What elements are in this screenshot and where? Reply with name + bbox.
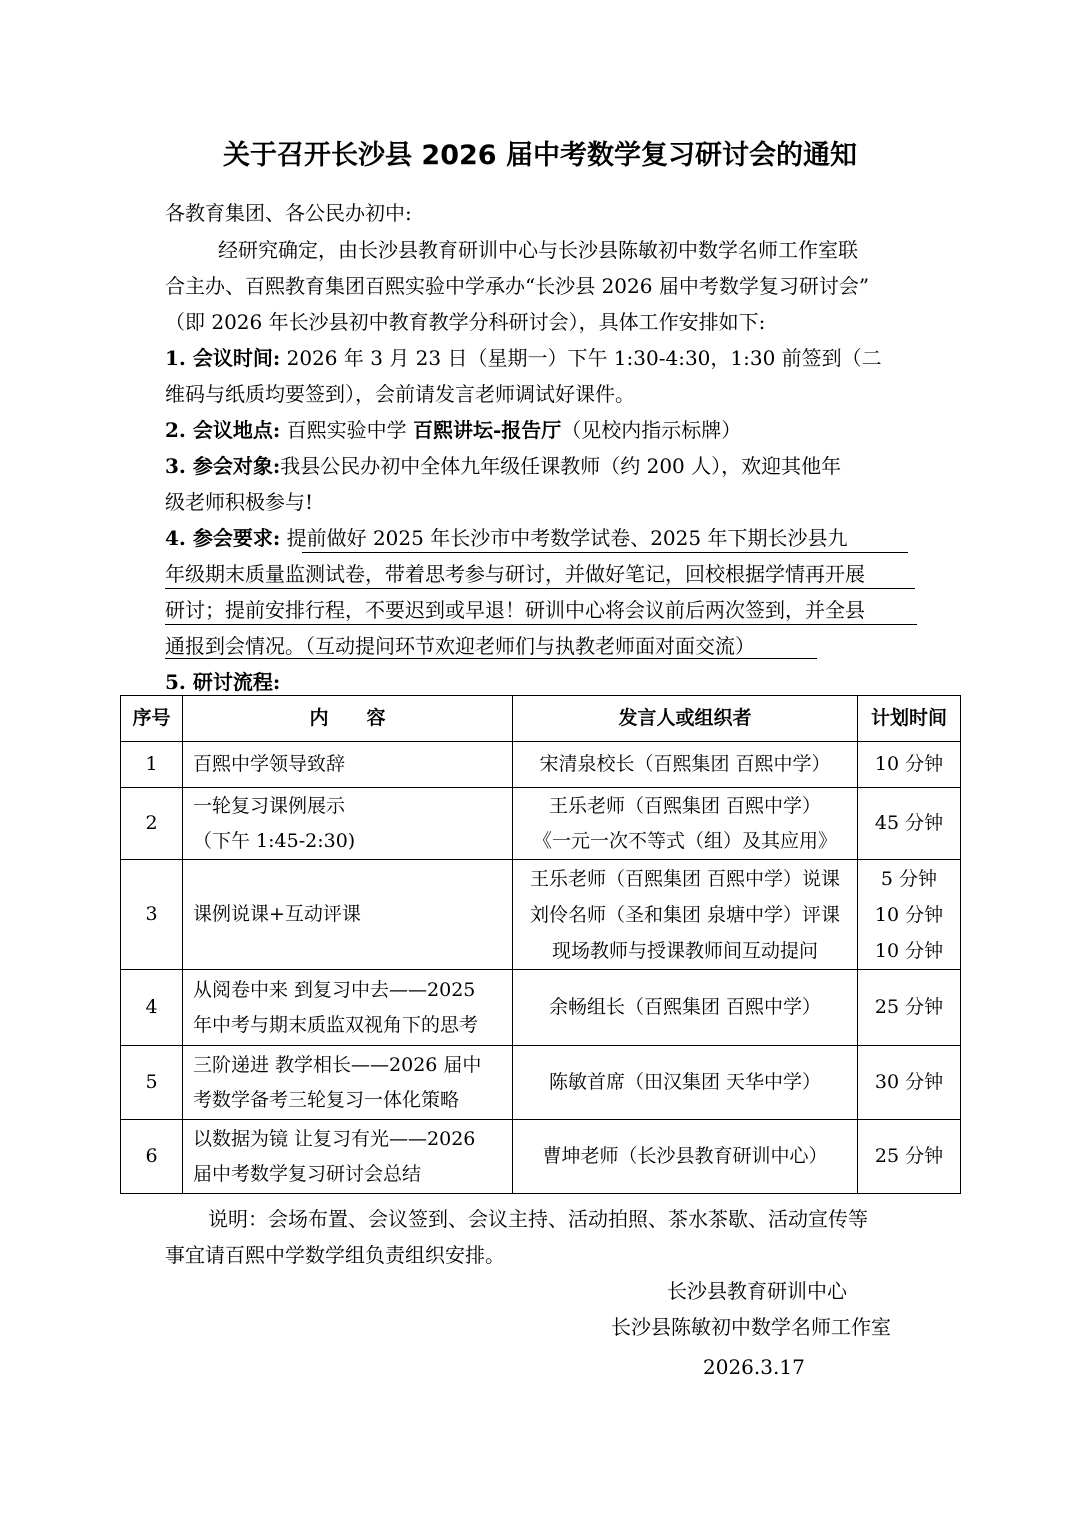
signature-org-1: 长沙县教育研训中心 [667,1279,847,1303]
row-speaker: 曹坤老师（长沙县教育研训中心） [513,1120,858,1194]
item-1-label: 1. 会议时间: [165,346,281,370]
row-time: 25 分钟 [858,1120,961,1194]
underline [165,624,917,625]
row-content: 百熙中学领导致辞 [183,742,513,788]
table-header-row [121,696,961,742]
underline [302,552,908,553]
table-row [121,742,961,788]
table-row [121,788,961,860]
underline [165,658,817,659]
row-time: 25 分钟 [858,970,961,1046]
row-content [183,970,513,1046]
page-title: 关于召开长沙县 2026 届中考数学复习研讨会的通知 [223,140,857,171]
table-row [121,1120,961,1194]
row-no: 1 [121,742,183,788]
item-2-venue: 百熙讲坛-报告厅 [412,418,562,442]
item-1-line-1 [165,348,882,368]
row-content: 课例说课+互动评课 [183,860,513,970]
item-4-line-3: 研讨；提前安排行程，不要迟到或早退！研训中心将会议前后两次签到，并全县 [165,598,865,622]
signature-org-2: 长沙县陈敏初中数学名师工作室 [611,1315,891,1339]
row-speaker [513,788,858,860]
content-line: （下午 1:45-2:30) [193,829,356,852]
item-2-label: 2. 会议地点: [165,418,281,442]
item-2 [165,420,741,440]
row-no: 3 [121,860,183,970]
intro-line-2: 合主办、百熙教育集团百熙实验中学承办“长沙县 2026 届中考数学复习研讨会” [165,274,870,298]
content-line: 届中考数学复习研讨会总结 [193,1162,422,1185]
header-speaker: 发言人或组织者 [513,696,858,742]
row-speaker [513,860,858,970]
table-row [121,860,961,970]
speaker-line: 王乐老师（百熙集团 百熙中学） [548,794,822,817]
header-content: 内 容 [183,696,513,742]
row-no: 5 [121,1046,183,1120]
schedule-table [120,695,961,1194]
row-speaker: 宋清泉校长（百熙集团 百熙中学） [513,742,858,788]
item-3-label: 3. 参会对象: [165,454,281,478]
content-line: 一轮复习课例展示 [193,794,346,817]
table-row [121,970,961,1046]
content-line: 年中考与期末质监双视角下的思考 [193,1013,479,1036]
item-2-text: 百熙实验中学 [280,418,413,442]
intro-line-1: 经研究确定，由长沙县教育研训中心与长沙县陈敏初中数学名师工作室联 [218,238,858,262]
item-3-line-2: 级老师积极参与! [165,490,314,514]
row-no: 6 [121,1120,183,1194]
row-speaker: 陈敏首席（田汉集团 天华中学） [513,1046,858,1120]
item-4-line-2: 年级期末质量监测试卷，带着思考参与研讨，并做好笔记，回校根据学情再开展 [165,562,865,586]
row-content [183,1046,513,1120]
row-time [858,860,961,970]
row-time: 30 分钟 [858,1046,961,1120]
note-line-1: 说明：会场布置、会议签到、会议主持、活动拍照、茶水茶歇、活动宣传等 [208,1207,868,1231]
item-4-label: 4. 参会要求: [165,526,281,550]
item-3-text: 我县公民办初中全体九年级任课教师（约 200 人），欢迎其他年 [280,454,842,478]
content-line: 从阅卷中来 到复习中去——2025 [193,978,476,1001]
speaker-line: 现场教师与授课教师间互动提问 [551,939,818,962]
underline [165,588,915,589]
table-row [121,1046,961,1120]
row-content [183,1120,513,1194]
item-1-line-2: 维码与纸质均要签到），会前请发言老师调试好课件。 [165,382,635,406]
content-line: 以数据为镜 让复习有光——2026 [193,1127,476,1150]
item-3-line-1 [165,456,841,476]
header-time: 计划时间 [858,696,961,742]
item-4-line-1 [165,528,847,548]
signature-date: 2026.3.17 [703,1355,805,1379]
item-4-text: 提前做好 2025 年长沙市中考数学试卷、2025 年下期长沙县九 [280,526,848,550]
row-speaker: 余畅组长（百熙集团 百熙中学） [513,970,858,1046]
item-4-line-4: 通报到会情况。（互动提问环节欢迎老师们与执教老师面对面交流） [165,634,755,658]
row-no: 2 [121,788,183,860]
content-line: 三阶递进 教学相长——2026 届中 [193,1053,482,1076]
salutation: 各教育集团、各公民办初中: [165,201,412,225]
intro-line-3: （即 2026 年长沙县初中教育教学分科研讨会），具体工作安排如下: [165,310,766,334]
item-1-text: 2026 年 3 月 23 日（星期一）下午 1:30-4:30，1:30 前签到（二 [280,346,882,370]
item-2-tail: （见校内指示标牌） [561,418,742,442]
row-time: 10 分钟 [858,742,961,788]
time-line: 10 分钟 [874,903,944,926]
speaker-line: 刘伶名师（圣和集团 泉塘中学）评课 [529,903,841,926]
speaker-line: 王乐老师（百熙集团 百熙中学）说课 [529,867,841,890]
row-content [183,788,513,860]
item-5-label: 5. 研讨流程: [165,670,281,694]
note-line-2: 事宜请百熙中学数学组负责组织安排。 [165,1243,505,1267]
time-line: 5 分钟 [880,867,938,890]
header-no: 序号 [121,696,183,742]
row-time: 45 分钟 [858,788,961,860]
content-line: 考数学备考三轮复习一体化策略 [193,1088,460,1111]
time-line: 10 分钟 [874,939,944,962]
row-no: 4 [121,970,183,1046]
speaker-line: 《一元一次不等式（组）及其应用》 [532,829,837,852]
